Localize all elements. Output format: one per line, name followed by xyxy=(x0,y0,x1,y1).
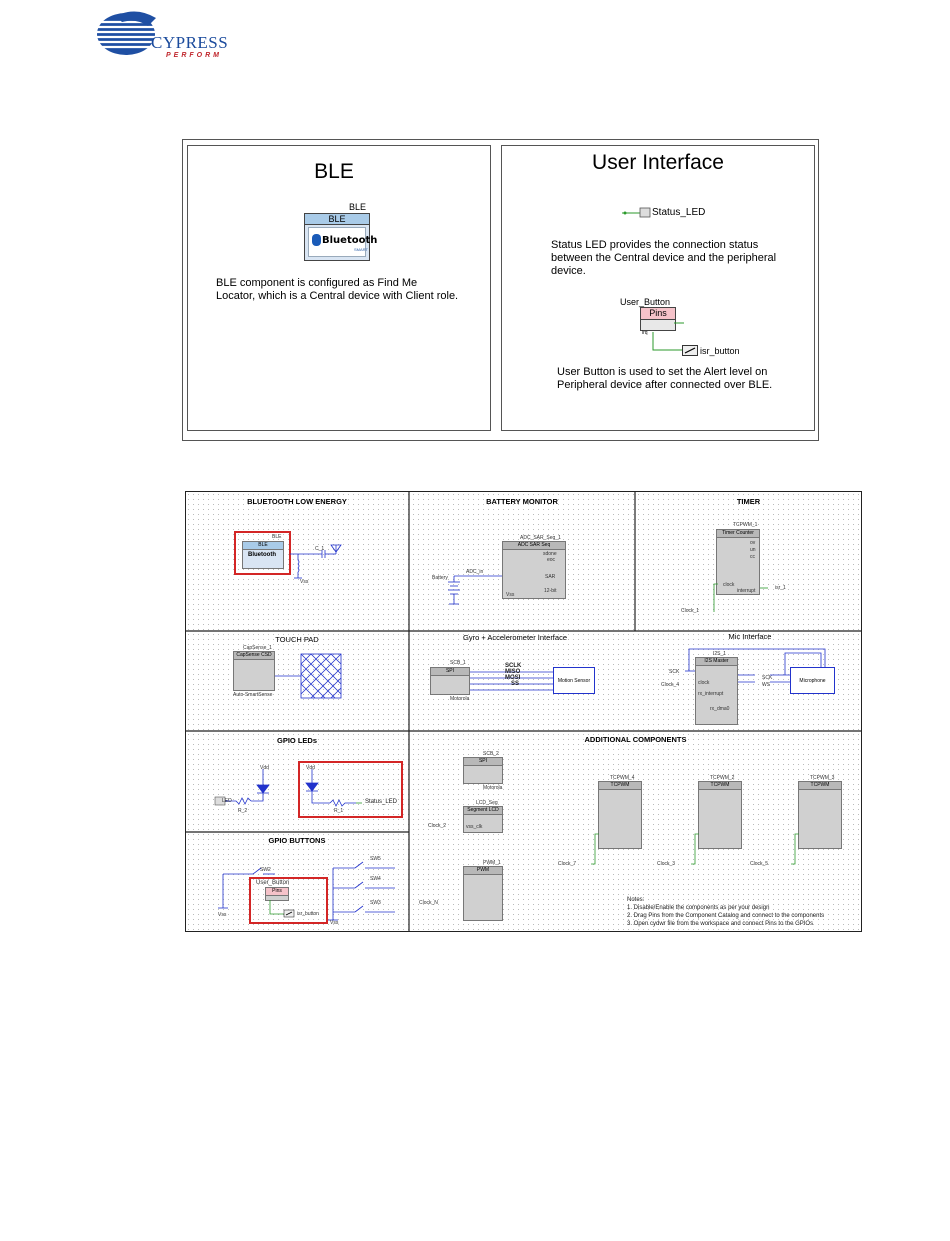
cell-title-touch: TOUCH PAD xyxy=(275,635,319,644)
cell-title-gpio-leds: GPIO LEDs xyxy=(276,736,317,745)
sch-btn-vss2: Vss xyxy=(330,920,339,926)
sch-i2s-header: I2S Master xyxy=(696,658,737,666)
sch-sw5: SW5 xyxy=(370,856,381,862)
sch-lcd-clk: Clock_2 xyxy=(428,823,447,829)
sch-timer-inst: TCPWM_1 xyxy=(733,522,758,528)
sch-mic-clk4: Clock_4 xyxy=(661,682,680,688)
sch-mosi: MOSI xyxy=(505,675,521,681)
sch-adc-inst: ADC_SAR_Seq_1 xyxy=(520,535,561,541)
isr-button-label[interactable]: isr_button xyxy=(700,346,740,356)
cell-title-timer: TIMER xyxy=(736,497,761,506)
sch-sclk: SCLK xyxy=(505,663,522,669)
sch-mic-ws: WS xyxy=(762,682,771,688)
sch-timer-ov: ov xyxy=(750,540,756,546)
sch-gyro-inst: SCB_1 xyxy=(450,660,466,666)
ble-component-header: BLE xyxy=(305,214,369,225)
sch-btn-vss: Vss xyxy=(218,912,227,918)
irq-label: irq xyxy=(642,330,648,336)
sch-pwm-header: PWM xyxy=(464,867,502,875)
brand-tagline: PERFORM xyxy=(166,52,222,59)
sch-isr-button-wiring-icon xyxy=(268,900,328,920)
touch-pad-icon xyxy=(275,652,345,702)
sch-user-pins-header: Pins xyxy=(266,888,288,896)
sch-ble-bt: Bluetooth xyxy=(248,552,276,558)
status-desc-line1: Status LED provides the connection status xyxy=(551,239,759,251)
sch-ble-name: BLE xyxy=(272,534,282,540)
sch-motion-sensor[interactable]: Motion Sensor xyxy=(553,667,595,694)
sch-tc4-header: TCPWM xyxy=(599,782,641,790)
sch-lcd-vssclk: vss_clk xyxy=(466,824,483,830)
status-desc-line2: between the Central device and the peripheral xyxy=(551,252,777,264)
sch-adc-in: ADC_in xyxy=(466,569,484,575)
tcpwm-clock-wiring-icon xyxy=(575,830,835,870)
sch-ble-vss: Vss xyxy=(300,579,309,585)
sch-ble-header: BLE xyxy=(243,542,283,550)
sch-ble-c1: C_1 xyxy=(315,546,325,552)
status-led-pin-icon xyxy=(622,207,652,219)
sch-tc2-clk: Clock_3 xyxy=(657,861,676,867)
status-desc-line3: device. xyxy=(551,265,586,277)
sch-adc-header: ADC SAR Seq xyxy=(503,542,565,550)
sch-lcd-component[interactable] xyxy=(463,806,503,833)
sch-i2s-rx-int: rx_interrupt xyxy=(698,691,724,697)
sch-i2s-rx-dma: rx_dma0 xyxy=(710,706,730,712)
pins-header: Pins xyxy=(641,308,675,320)
sch-tc3-clk: Clock_5 xyxy=(750,861,769,867)
sch-lcd-header: Segment LCD xyxy=(464,807,502,815)
button-desc-line2: Peripheral device after connected over BLE. xyxy=(557,379,773,391)
sch-i2s-clock: clock xyxy=(698,680,710,686)
button-desc-line1: User Button is used to set the Alert level on xyxy=(557,366,768,378)
ui-panel-title: User Interface xyxy=(592,151,724,174)
sch-led-vdd: Vdd xyxy=(260,765,269,771)
sch-scb2-component[interactable] xyxy=(463,757,503,784)
cell-title-battery: BATTERY MONITOR xyxy=(486,497,558,506)
led-circuit-icon xyxy=(205,765,285,813)
sch-touch-inst: CapSense_1 xyxy=(243,645,272,651)
status-led-label[interactable]: Status_LED xyxy=(652,207,706,218)
bluetooth-icon xyxy=(312,234,321,246)
sch-ss: SS xyxy=(511,681,520,687)
note-1: 1. Disable/Enable the components as per your design xyxy=(627,905,770,911)
sch-tc4-clk: Clock_7 xyxy=(558,861,577,867)
sch-timer-header: Timer Counter xyxy=(717,530,759,538)
sch-led-r1: R_1 xyxy=(334,808,344,814)
cell-title-additional: ADDITIONAL COMPONENTS xyxy=(584,735,687,744)
sch-battery-label: Battery xyxy=(432,575,448,581)
sch-timer-clock: clock xyxy=(723,582,735,588)
sch-tc4-inst: TCPWM_4 xyxy=(610,775,635,781)
sch-mic-inst: I2S_1 xyxy=(713,651,727,657)
sch-scb2-header: SPI xyxy=(464,758,502,766)
bluetooth-smart-label: SMART xyxy=(354,247,368,252)
sch-adc-bits: 12-bit xyxy=(544,588,557,594)
sch-touch-sub: Auto-SmartSense xyxy=(233,692,273,698)
isr-button-icon xyxy=(682,345,698,357)
note-3: 3. Open cydwr file from the workspace and connect Pins to the GPIOs xyxy=(627,921,814,927)
sch-pwm-inst: PWM_1 xyxy=(483,860,501,866)
notes-title: Notes: xyxy=(627,897,645,903)
sch-adc-sdone: sdone xyxy=(543,551,557,557)
sch-capsense-header: CapSense CSD xyxy=(234,652,274,660)
sch-led-label: LED xyxy=(222,798,232,804)
sch-timer-clk: Clock_1 xyxy=(681,608,700,614)
sch-adc-vss: Vss xyxy=(506,592,515,598)
sch-led-r2: R_2 xyxy=(238,808,248,814)
cell-title-gyro: Gyro + Accelerometer Interface xyxy=(462,633,567,642)
sch-mic-sdi: SCK xyxy=(762,675,773,681)
sch-tc3-header: TCPWM xyxy=(799,782,841,790)
sch-tc3-inst: TCPWM_3 xyxy=(810,775,835,781)
sch-timer-cc: cc xyxy=(750,554,755,560)
status-led-circuit-icon xyxy=(300,765,370,813)
sch-isr-button: isr_button xyxy=(297,911,319,917)
bluetooth-badge xyxy=(308,227,378,257)
sch-sw2: SW2 xyxy=(260,867,271,873)
sch-capsense-component[interactable] xyxy=(233,651,275,691)
ble-description-line2: Locator, which is a Central device with Client role. xyxy=(216,290,459,302)
sch-timer-isr: isr_1 xyxy=(775,585,786,591)
brand-name: CYPRESS xyxy=(151,33,229,52)
sch-scb2-sub: Motorola xyxy=(483,785,503,791)
sch-ble-component[interactable] xyxy=(242,541,284,569)
cell-title-gpio-buttons: GPIO BUTTONS xyxy=(268,836,326,845)
sch-scb2-inst: SCB_2 xyxy=(483,751,499,757)
note-2: 2. Drag Pins from the Component Catalog and connect to the components xyxy=(627,913,825,919)
sch-microphone[interactable]: Microphone xyxy=(790,667,835,694)
sch-mic-sck: SCK xyxy=(669,669,680,675)
sch-pwm-clk: Clock_N xyxy=(419,900,438,906)
sch-timer-un: un xyxy=(750,547,756,553)
sch-gyro-sub: Motorola xyxy=(450,696,470,702)
user-button-name: User_Button xyxy=(620,297,671,307)
sch-status-led[interactable]: Status_LED xyxy=(365,799,398,805)
sch-spi-component[interactable] xyxy=(430,667,470,695)
sch-user-pins[interactable] xyxy=(265,887,289,901)
sch-user-button: User_Button xyxy=(256,880,290,886)
ble-instance-name: BLE xyxy=(349,202,367,212)
ble-panel-title: BLE xyxy=(314,160,354,183)
sch-sw3: SW3 xyxy=(370,900,381,906)
bluetooth-label: Bluetooth xyxy=(322,235,378,246)
sch-status-vdd: Vdd xyxy=(306,765,315,771)
sch-miso: MISO xyxy=(505,669,521,675)
sch-tc2-inst: TCPWM_2 xyxy=(710,775,735,781)
sch-adc-component[interactable] xyxy=(502,541,566,599)
sch-pwm-component[interactable] xyxy=(463,866,503,921)
sch-sw4: SW4 xyxy=(370,876,381,882)
sch-timer-interrupt: interrupt xyxy=(737,588,756,594)
sch-spi-header: SPI xyxy=(431,668,469,676)
sch-lcd-inst: LCD_Seg xyxy=(476,800,498,806)
sch-adc-eoc: eoc xyxy=(547,557,556,563)
sch-tc2-header: TCPWM xyxy=(699,782,741,790)
sch-adc-sar: SAR xyxy=(545,574,556,580)
ble-description-line1: BLE component is configured as Find Me xyxy=(216,277,418,289)
cell-title-ble: BLUETOOTH LOW ENERGY xyxy=(247,497,347,506)
cell-title-mic: Mic Interface xyxy=(728,632,772,641)
ble-component[interactable] xyxy=(304,213,378,261)
